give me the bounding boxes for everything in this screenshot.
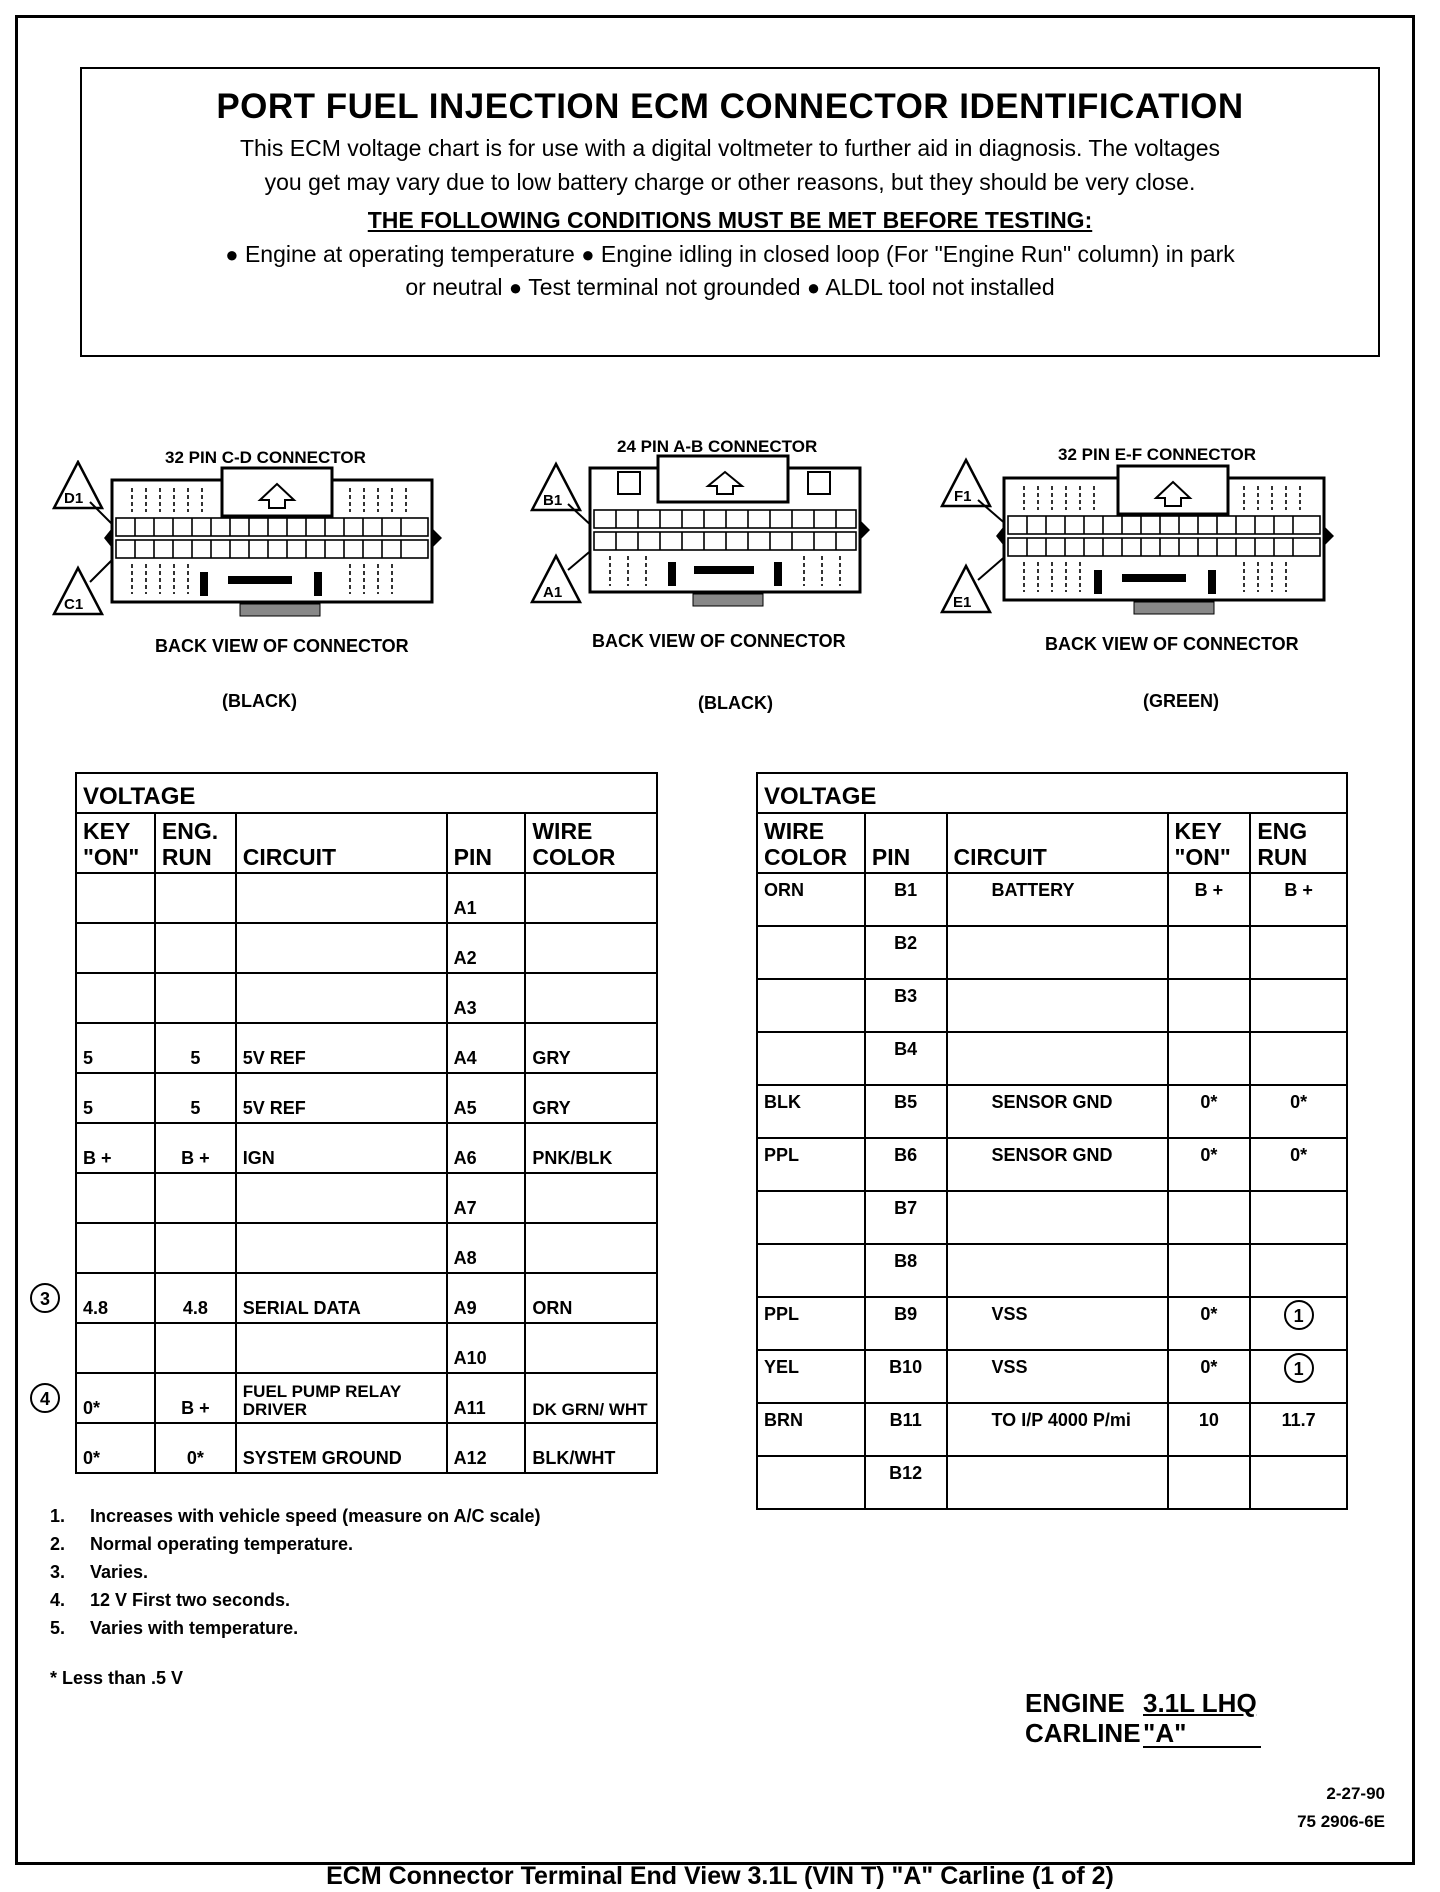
cell-eng-run [1250, 979, 1347, 1032]
condition-4: Test terminal not grounded [528, 274, 801, 300]
cell-circuit [947, 979, 1168, 1032]
cell-eng-run [155, 1323, 236, 1373]
cell-wire-color [525, 1323, 657, 1373]
cell-pin: B8 [865, 1244, 947, 1297]
conditions-list [82, 238, 1378, 304]
cell-key-on: B + [1168, 873, 1251, 926]
footnote-item [50, 1586, 541, 1614]
cell-pin: A7 [447, 1173, 526, 1223]
cell-key-on: 0* [76, 1423, 155, 1473]
engine-info [1025, 1688, 1261, 1748]
table-row [76, 873, 657, 923]
cell-wire-color: DK GRN/ WHT [525, 1373, 657, 1423]
cell-eng-run: B + [155, 1373, 236, 1423]
cell-eng-run [155, 873, 236, 923]
cell-pin: B9 [865, 1297, 947, 1350]
cell-circuit: 5V REF [236, 1023, 447, 1073]
cell-circuit [236, 1323, 447, 1373]
connector-ab-top-pin: B1 [543, 492, 563, 509]
cell-wire-color [757, 1244, 865, 1297]
table-row [76, 1273, 657, 1323]
condition-1: Engine at operating temperature [244, 241, 575, 267]
footnote-text: Varies with temperature. [90, 1618, 299, 1638]
cell-key-on [1168, 1032, 1251, 1085]
cell-pin: A6 [447, 1123, 526, 1173]
connector-ab-title: 24 PIN A-B CONNECTOR [617, 437, 818, 456]
cell-eng-run [1250, 1032, 1347, 1085]
table-b-title: VOLTAGE [757, 773, 1347, 813]
connector-cd-top-pin: D1 [64, 490, 84, 507]
cell-key-on: 0* [1168, 1350, 1251, 1403]
cell-eng-run [1250, 1456, 1347, 1509]
engine-label: ENGINE [1025, 1688, 1125, 1718]
cell-eng-run [1250, 1244, 1347, 1297]
cell-circuit [947, 1191, 1168, 1244]
connector-ef-top-pin: F1 [954, 488, 972, 505]
col-eng-run: ENG. RUN [155, 813, 236, 873]
conditions-heading: THE FOLLOWING CONDITIONS MUST BE MET BEFORE TESTING: [367, 207, 1093, 233]
cell-pin: B5 [865, 1085, 947, 1138]
col-wire-color: WIRE COLOR [525, 813, 657, 873]
cell-eng-run: 0* [1250, 1138, 1347, 1191]
connector-ef-bottom-pin: E1 [953, 594, 972, 611]
cell-eng-run: 4.8 [155, 1273, 236, 1323]
cell-wire-color [757, 1191, 865, 1244]
cell-circuit [236, 973, 447, 1023]
table-row [76, 1173, 657, 1223]
cell-eng-run: 11.7 [1250, 1403, 1347, 1456]
carline-value: "A" [1143, 1720, 1261, 1748]
footnotes [50, 1502, 541, 1642]
col-eng-run: ENG RUN [1250, 813, 1347, 873]
connector-ef-diagram [938, 456, 1378, 626]
cell-circuit [236, 1223, 447, 1273]
note-ref-circle: 3 [30, 1283, 60, 1313]
cell-wire-color [757, 979, 865, 1032]
connector-ef-title: 32 PIN E-F CONNECTOR [1058, 445, 1257, 464]
table-row [76, 1423, 657, 1473]
bullet-icon: ● [225, 242, 239, 267]
figure-caption: ECM Connector Terminal End View 3.1L (VIN T) "A" Carline (1 of 2) [326, 1862, 1114, 1890]
cell-circuit [947, 926, 1168, 979]
table-row [76, 923, 657, 973]
cell-pin: A3 [447, 973, 526, 1023]
cell-eng-run [1250, 926, 1347, 979]
table-row [757, 1085, 1347, 1138]
cell-circuit [236, 923, 447, 973]
table-row [76, 1223, 657, 1273]
connector-ab-bottom-pin: A1 [543, 584, 563, 601]
cell-eng-run [155, 973, 236, 1023]
voltage-table-b [756, 772, 1348, 1510]
cell-pin: B7 [865, 1191, 947, 1244]
table-row [757, 1032, 1347, 1085]
carline-label: CARLINE [1025, 1718, 1141, 1748]
condition-2: Engine idling in closed loop (For "Engine Run" column) in park [600, 241, 1235, 267]
cell-pin: A5 [447, 1073, 526, 1123]
col-pin: PIN [865, 813, 947, 873]
table-row [757, 926, 1347, 979]
cell-pin: B3 [865, 979, 947, 1032]
cell-key-on: 0* [1168, 1138, 1251, 1191]
cell-eng-run: 0* [1250, 1085, 1347, 1138]
cell-circuit: 5V REF [236, 1073, 447, 1123]
cell-eng-run [1250, 1191, 1347, 1244]
cell-pin: A8 [447, 1223, 526, 1273]
cell-eng-run: 5 [155, 1073, 236, 1123]
cell-key-on [76, 873, 155, 923]
cell-wire-color [757, 1456, 865, 1509]
footnote-item [50, 1502, 541, 1530]
col-pin: PIN [447, 813, 526, 873]
connector-cd-view-label: BACK VIEW OF CONNECTOR [155, 636, 409, 656]
cell-circuit [947, 1032, 1168, 1085]
page-title: PORT FUEL INJECTION ECM CONNECTOR IDENTIFICATION [216, 87, 1244, 126]
cell-circuit: VSS [947, 1350, 1168, 1403]
connector-ef-view-label: BACK VIEW OF CONNECTOR [1045, 634, 1299, 654]
cell-key-on [76, 1323, 155, 1373]
cell-circuit: SENSOR GND [947, 1138, 1168, 1191]
cell-key-on [1168, 979, 1251, 1032]
cell-pin: A12 [447, 1423, 526, 1473]
connector-ab-base [693, 594, 763, 606]
cell-pin: B4 [865, 1032, 947, 1085]
cell-pin: A11 [447, 1373, 526, 1423]
cell-wire-color [525, 1173, 657, 1223]
header-box [80, 67, 1380, 357]
cell-wire-color: BLK [757, 1085, 865, 1138]
footnote-text: Normal operating temperature. [90, 1534, 354, 1554]
col-key-on: KEY "ON" [76, 813, 155, 873]
table-row [76, 1373, 657, 1423]
table-row [757, 1244, 1347, 1297]
bullet-icon: ● [806, 275, 821, 300]
connector-cd-base [240, 604, 320, 616]
cell-circuit: FUEL PUMP RELAY DRIVER [236, 1373, 447, 1423]
cell-wire-color: ORN [757, 873, 865, 926]
cell-pin: A4 [447, 1023, 526, 1073]
cell-key-on: 5 [76, 1073, 155, 1123]
cell-pin: A1 [447, 873, 526, 923]
table-a-title: VOLTAGE [76, 773, 657, 813]
cell-wire-color: PNK/BLK [525, 1123, 657, 1173]
cell-key-on [76, 1173, 155, 1223]
connector-ef-base [1134, 602, 1214, 614]
table-row [757, 1297, 1347, 1350]
cell-key-on: 10 [1168, 1403, 1251, 1456]
document-number [1297, 1780, 1385, 1836]
cell-key-on [1168, 1456, 1251, 1509]
cell-key-on [1168, 1244, 1251, 1297]
footnote-number: 4. [50, 1590, 66, 1610]
cell-eng-run: 5 [155, 1023, 236, 1073]
cell-wire-color [525, 1223, 657, 1273]
col-circuit: CIRCUIT [947, 813, 1168, 873]
cell-pin: B10 [865, 1350, 947, 1403]
cell-key-on [76, 973, 155, 1023]
cell-wire-color: BRN [757, 1403, 865, 1456]
col-wire-color: WIRE COLOR [757, 813, 865, 873]
connector-ab-view-label: BACK VIEW OF CONNECTOR [592, 631, 846, 651]
connector-ab-color: (BLACK) [698, 693, 773, 713]
cell-pin: B11 [865, 1403, 947, 1456]
cell-wire-color: GRY [525, 1073, 657, 1123]
cell-key-on [1168, 1191, 1251, 1244]
cell-circuit [236, 1173, 447, 1223]
cell-wire-color: PPL [757, 1138, 865, 1191]
connector-ab-diagram [528, 452, 908, 622]
cell-circuit: VSS [947, 1297, 1168, 1350]
cell-key-on: 0* [1168, 1085, 1251, 1138]
voltage-table-a [75, 772, 658, 1474]
cell-wire-color: ORN [525, 1273, 657, 1323]
cell-wire-color: GRY [525, 1023, 657, 1073]
cell-pin: A10 [447, 1323, 526, 1373]
cell-eng-run [155, 923, 236, 973]
cell-key-on: 0* [1168, 1297, 1251, 1350]
table-row [757, 1138, 1347, 1191]
table-row [757, 1456, 1347, 1509]
connector-ef-color: (GREEN) [1143, 691, 1219, 711]
table-row [76, 1123, 657, 1173]
intro-text [82, 131, 1378, 199]
note-ref-circle: 4 [30, 1383, 60, 1413]
connector-cd-diagram [50, 460, 480, 630]
intro-line-1: This ECM voltage chart is for use with a digital voltmeter to further aid in diagnosis. The voltages [239, 135, 1221, 161]
table-row [76, 1073, 657, 1123]
table-row [757, 979, 1347, 1032]
cell-key-on: 5 [76, 1023, 155, 1073]
cell-circuit: TO I/P 4000 P/mi [947, 1403, 1168, 1456]
table-row [76, 1323, 657, 1373]
table-row [76, 973, 657, 1023]
cell-circuit [236, 873, 447, 923]
footnote-text: Increases with vehicle speed (measure on A/C scale) [90, 1506, 541, 1526]
cell-wire-color [525, 973, 657, 1023]
cell-circuit: SYSTEM GROUND [236, 1423, 447, 1473]
footnote-item [50, 1530, 541, 1558]
cell-key-on [76, 923, 155, 973]
cell-eng-run: B + [155, 1123, 236, 1173]
col-key-on: KEY "ON" [1168, 813, 1251, 873]
cell-wire-color: BLK/WHT [525, 1423, 657, 1473]
footnote-number: 1. [50, 1506, 66, 1526]
cell-key-on: 4.8 [76, 1273, 155, 1323]
cell-wire-color: YEL [757, 1350, 865, 1403]
cell-key-on: B + [76, 1123, 155, 1173]
engine-value: 3.1L LHQ [1143, 1688, 1257, 1718]
cell-wire-color [525, 873, 657, 923]
connector-cd-title: 32 PIN C-D CONNECTOR [165, 448, 366, 467]
table-row [757, 1403, 1347, 1456]
cell-pin: B6 [865, 1138, 947, 1191]
cell-eng-run [1250, 1350, 1347, 1403]
footnote-item [50, 1614, 541, 1642]
bullet-icon: ● [508, 275, 523, 300]
cell-pin: B12 [865, 1456, 947, 1509]
cell-pin: A2 [447, 923, 526, 973]
note-ref-circle: 1 [1284, 1353, 1314, 1383]
footnote-number: 5. [50, 1618, 66, 1638]
table-row [757, 1191, 1347, 1244]
footnote-item [50, 1558, 541, 1586]
cell-wire-color [757, 926, 865, 979]
col-circuit: CIRCUIT [236, 813, 447, 873]
bullet-icon: ● [581, 242, 595, 267]
note-ref-circle: 1 [1284, 1300, 1314, 1330]
cell-pin: A9 [447, 1273, 526, 1323]
connector-cd-color: (BLACK) [222, 691, 297, 711]
table-row [76, 1023, 657, 1073]
cell-circuit [947, 1244, 1168, 1297]
connector-cd-bottom-pin: C1 [64, 596, 84, 613]
footnote-number: 2. [50, 1534, 66, 1554]
table-row [757, 1350, 1347, 1403]
cell-circuit: IGN [236, 1123, 447, 1173]
doc-date: 2-27-90 [1326, 1784, 1385, 1803]
cell-key-on [76, 1223, 155, 1273]
table-row [757, 873, 1347, 926]
cell-wire-color [757, 1032, 865, 1085]
footnote-text: 12 V First two seconds. [90, 1590, 291, 1610]
cell-circuit [947, 1456, 1168, 1509]
cell-eng-run: 0* [155, 1423, 236, 1473]
condition-3: or neutral [405, 274, 503, 300]
condition-5: ALDL tool not installed [825, 274, 1055, 300]
cell-wire-color: PPL [757, 1297, 865, 1350]
cell-wire-color [525, 923, 657, 973]
cell-pin: B1 [865, 873, 947, 926]
cell-eng-run: B + [1250, 873, 1347, 926]
cell-pin: B2 [865, 926, 947, 979]
cell-eng-run [155, 1173, 236, 1223]
cell-eng-run [1250, 1297, 1347, 1350]
cell-eng-run [155, 1223, 236, 1273]
intro-line-2: you get may vary due to low battery charge or other reasons, but they should be very close. [264, 169, 1196, 195]
cell-circuit: BATTERY [947, 873, 1168, 926]
doc-id: 75 2906-6E [1297, 1812, 1385, 1831]
cell-circuit: SERIAL DATA [236, 1273, 447, 1323]
star-note: * Less than .5 V [50, 1668, 184, 1688]
cell-key-on: 0* [76, 1373, 155, 1423]
cell-key-on [1168, 926, 1251, 979]
footnote-number: 3. [50, 1562, 66, 1582]
cell-circuit: SENSOR GND [947, 1085, 1168, 1138]
footnote-text: Varies. [90, 1562, 149, 1582]
